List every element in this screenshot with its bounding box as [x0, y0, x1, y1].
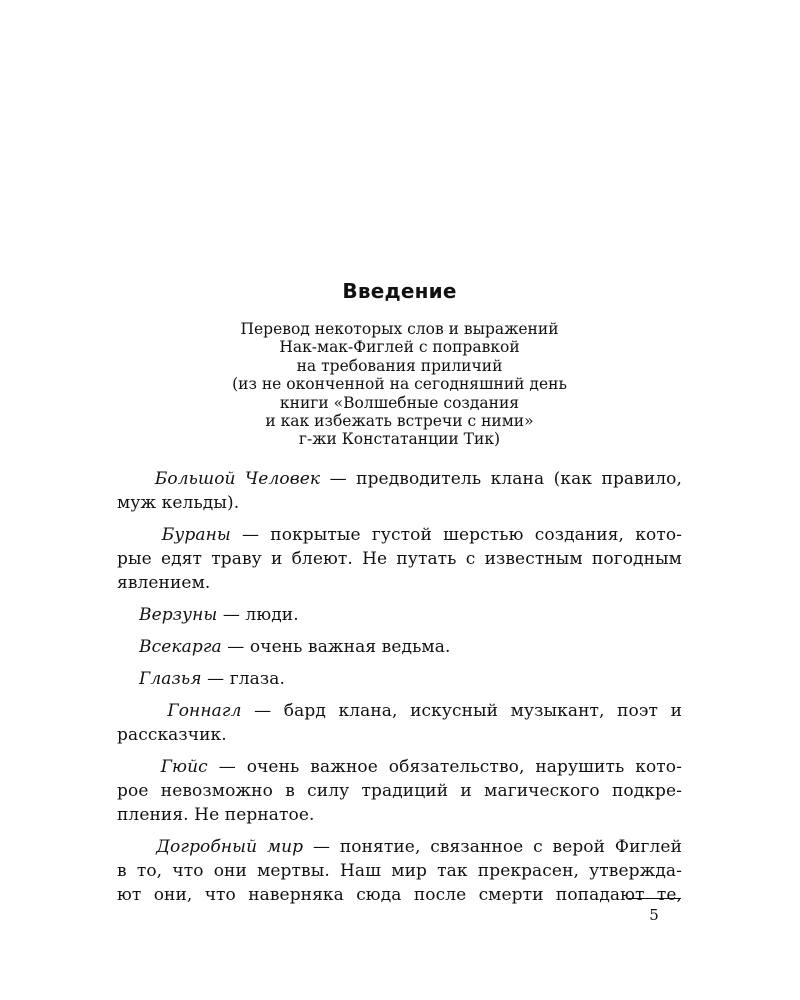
- glossary-entry: [117, 603, 682, 627]
- glossary-term: Гюйс: [160, 757, 208, 777]
- glossary-term: Большой Человек: [154, 469, 321, 489]
- glossary-entry: [117, 755, 682, 827]
- subtitle-line: Перевод некоторых слов и выражений: [240, 320, 559, 338]
- glossary-entry: [117, 523, 682, 595]
- subtitle-line: и как избежать встречи с ними»: [265, 412, 534, 431]
- entry-line: в то, что они мертвы. Наш мир так прекрасен, утвержда-: [117, 861, 682, 881]
- subtitle-line: (из не оконченной на сегодняшний день: [232, 375, 567, 394]
- entry-line: рассказчик.: [117, 725, 227, 745]
- glossary-entry: [117, 467, 682, 515]
- entry-first-line: [117, 755, 682, 779]
- glossary: [117, 467, 682, 915]
- glossary-entry: [117, 635, 682, 659]
- footer-rule: [627, 898, 681, 899]
- glossary-term: Глазья: [139, 669, 202, 689]
- definition-text: — предводитель клана (как правило,: [320, 469, 682, 489]
- page-number: 5: [649, 906, 659, 924]
- entry-first-line: [117, 523, 682, 547]
- definition-text: — глаза.: [201, 669, 285, 689]
- entry-first-line: [117, 835, 682, 859]
- subtitle-line: книги «Волшебные создания: [279, 393, 520, 412]
- definition-text: — понятие, связанное с верой Фиглей: [303, 837, 682, 857]
- subtitle-block: [117, 320, 682, 449]
- definition-text: — бард клана, искусный музыкант, поэт и: [241, 701, 683, 721]
- entry-line: рые едят траву и блеют. Не путать с известным погодным: [117, 549, 682, 569]
- page-title: Введение: [342, 279, 457, 303]
- entry-first-line: [117, 635, 682, 659]
- glossary-term: Догробный мир: [156, 837, 304, 857]
- glossary-entry: [117, 667, 682, 691]
- subtitle-line: Нак-мак-Фиглей с поправкой: [279, 338, 520, 357]
- definition-text: — очень важное обязательство, нарушить кото-: [207, 757, 682, 777]
- entry-line: явлением.: [117, 573, 211, 593]
- entry-line: пления. Не пернатое.: [117, 805, 315, 825]
- entry-line: муж кельды).: [117, 493, 240, 513]
- glossary-term: Бураны: [161, 525, 231, 545]
- subtitle-line: г-жи Констатанции Тик): [298, 430, 501, 449]
- glossary-term: Гоннагл: [167, 701, 242, 721]
- glossary-term: Верзуны: [139, 605, 218, 625]
- entry-first-line: [117, 603, 682, 627]
- definition-text: — люди.: [217, 605, 299, 625]
- entry-line: рое невозможно в силу традиций и магического подкре-: [117, 781, 682, 801]
- definition-text: — очень важная ведьма.: [221, 637, 451, 657]
- glossary-entry: [117, 835, 682, 907]
- entry-first-line: [117, 467, 682, 491]
- definition-text: — покрытые густой шерстью создания, кото-: [230, 525, 682, 545]
- entry-line: ют они, что наверняка сюда после смерти попадают те,: [117, 885, 682, 905]
- glossary-entry: [117, 699, 682, 747]
- entry-first-line: [117, 667, 682, 691]
- glossary-term: Всекарга: [139, 637, 222, 657]
- entry-first-line: [117, 699, 682, 723]
- subtitle-line: на требования приличий: [296, 356, 503, 375]
